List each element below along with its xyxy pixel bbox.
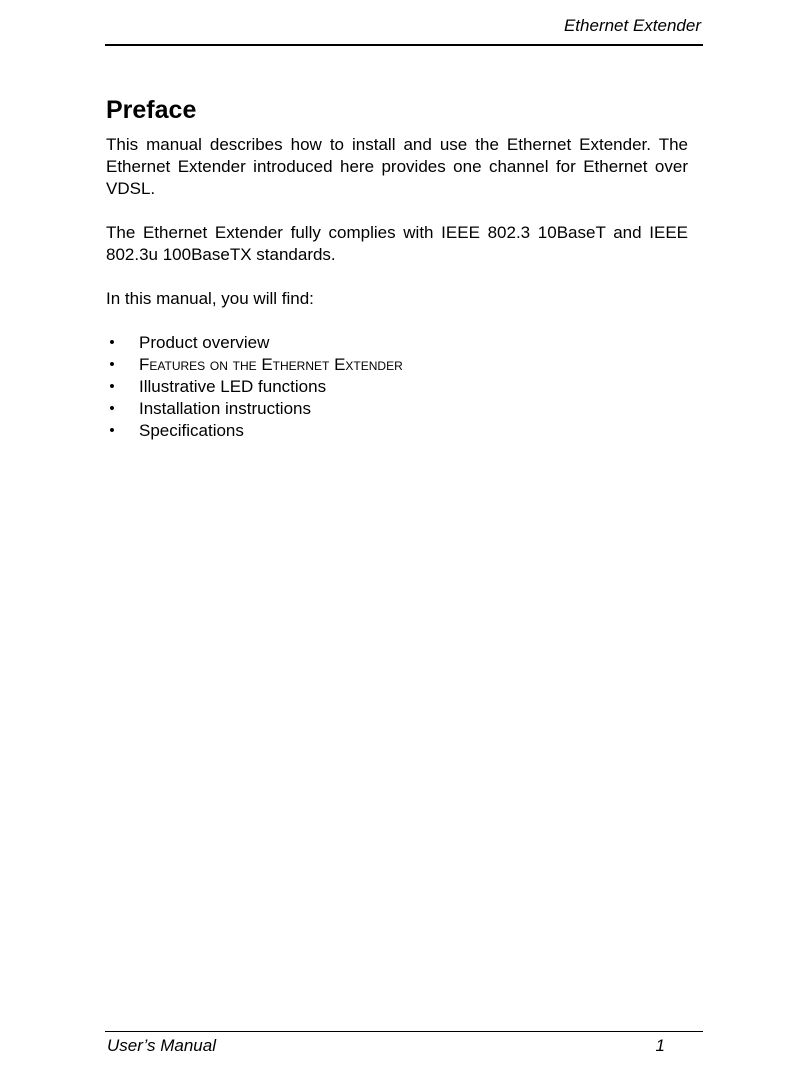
footer-manual-label: User’s Manual — [107, 1036, 216, 1055]
list-item-text: Product overview — [139, 333, 270, 352]
intro-paragraph: This manual describes how to install and use the Ethernet Extender. The Ethernet Extender introduced here provides one channel for Ethernet over VDSL. — [106, 135, 688, 198]
list-item-text: Installation instructions — [139, 399, 311, 418]
list-item — [106, 420, 688, 442]
page-content — [106, 94, 688, 442]
bullet-icon: • — [109, 378, 115, 395]
list-item — [106, 376, 688, 398]
list-item — [106, 354, 688, 376]
header-title: Ethernet Extender — [563, 16, 701, 35]
bullet-icon: • — [109, 334, 115, 351]
contents-list — [106, 332, 688, 442]
page-title: Preface — [106, 96, 197, 124]
bullet-icon: • — [109, 356, 115, 373]
list-item-text: Specifications — [139, 421, 244, 440]
bullet-icon: • — [109, 422, 115, 439]
list-item — [106, 332, 688, 354]
page-header — [105, 14, 703, 46]
page-number: 1 — [655, 1036, 665, 1055]
list-item — [106, 398, 688, 420]
contents-intro-paragraph: In this manual, you will find: — [106, 289, 314, 308]
page-footer — [105, 1031, 703, 1060]
bullet-icon: • — [109, 400, 115, 417]
list-item-text: Illustrative LED functions — [139, 377, 327, 396]
compliance-paragraph: The Ethernet Extender fully complies with IEEE 802.3 10BaseT and IEEE 802.3u 100BaseTX standards. — [106, 223, 688, 264]
list-item-text: Features on the Ethernet Extender — [139, 355, 403, 374]
